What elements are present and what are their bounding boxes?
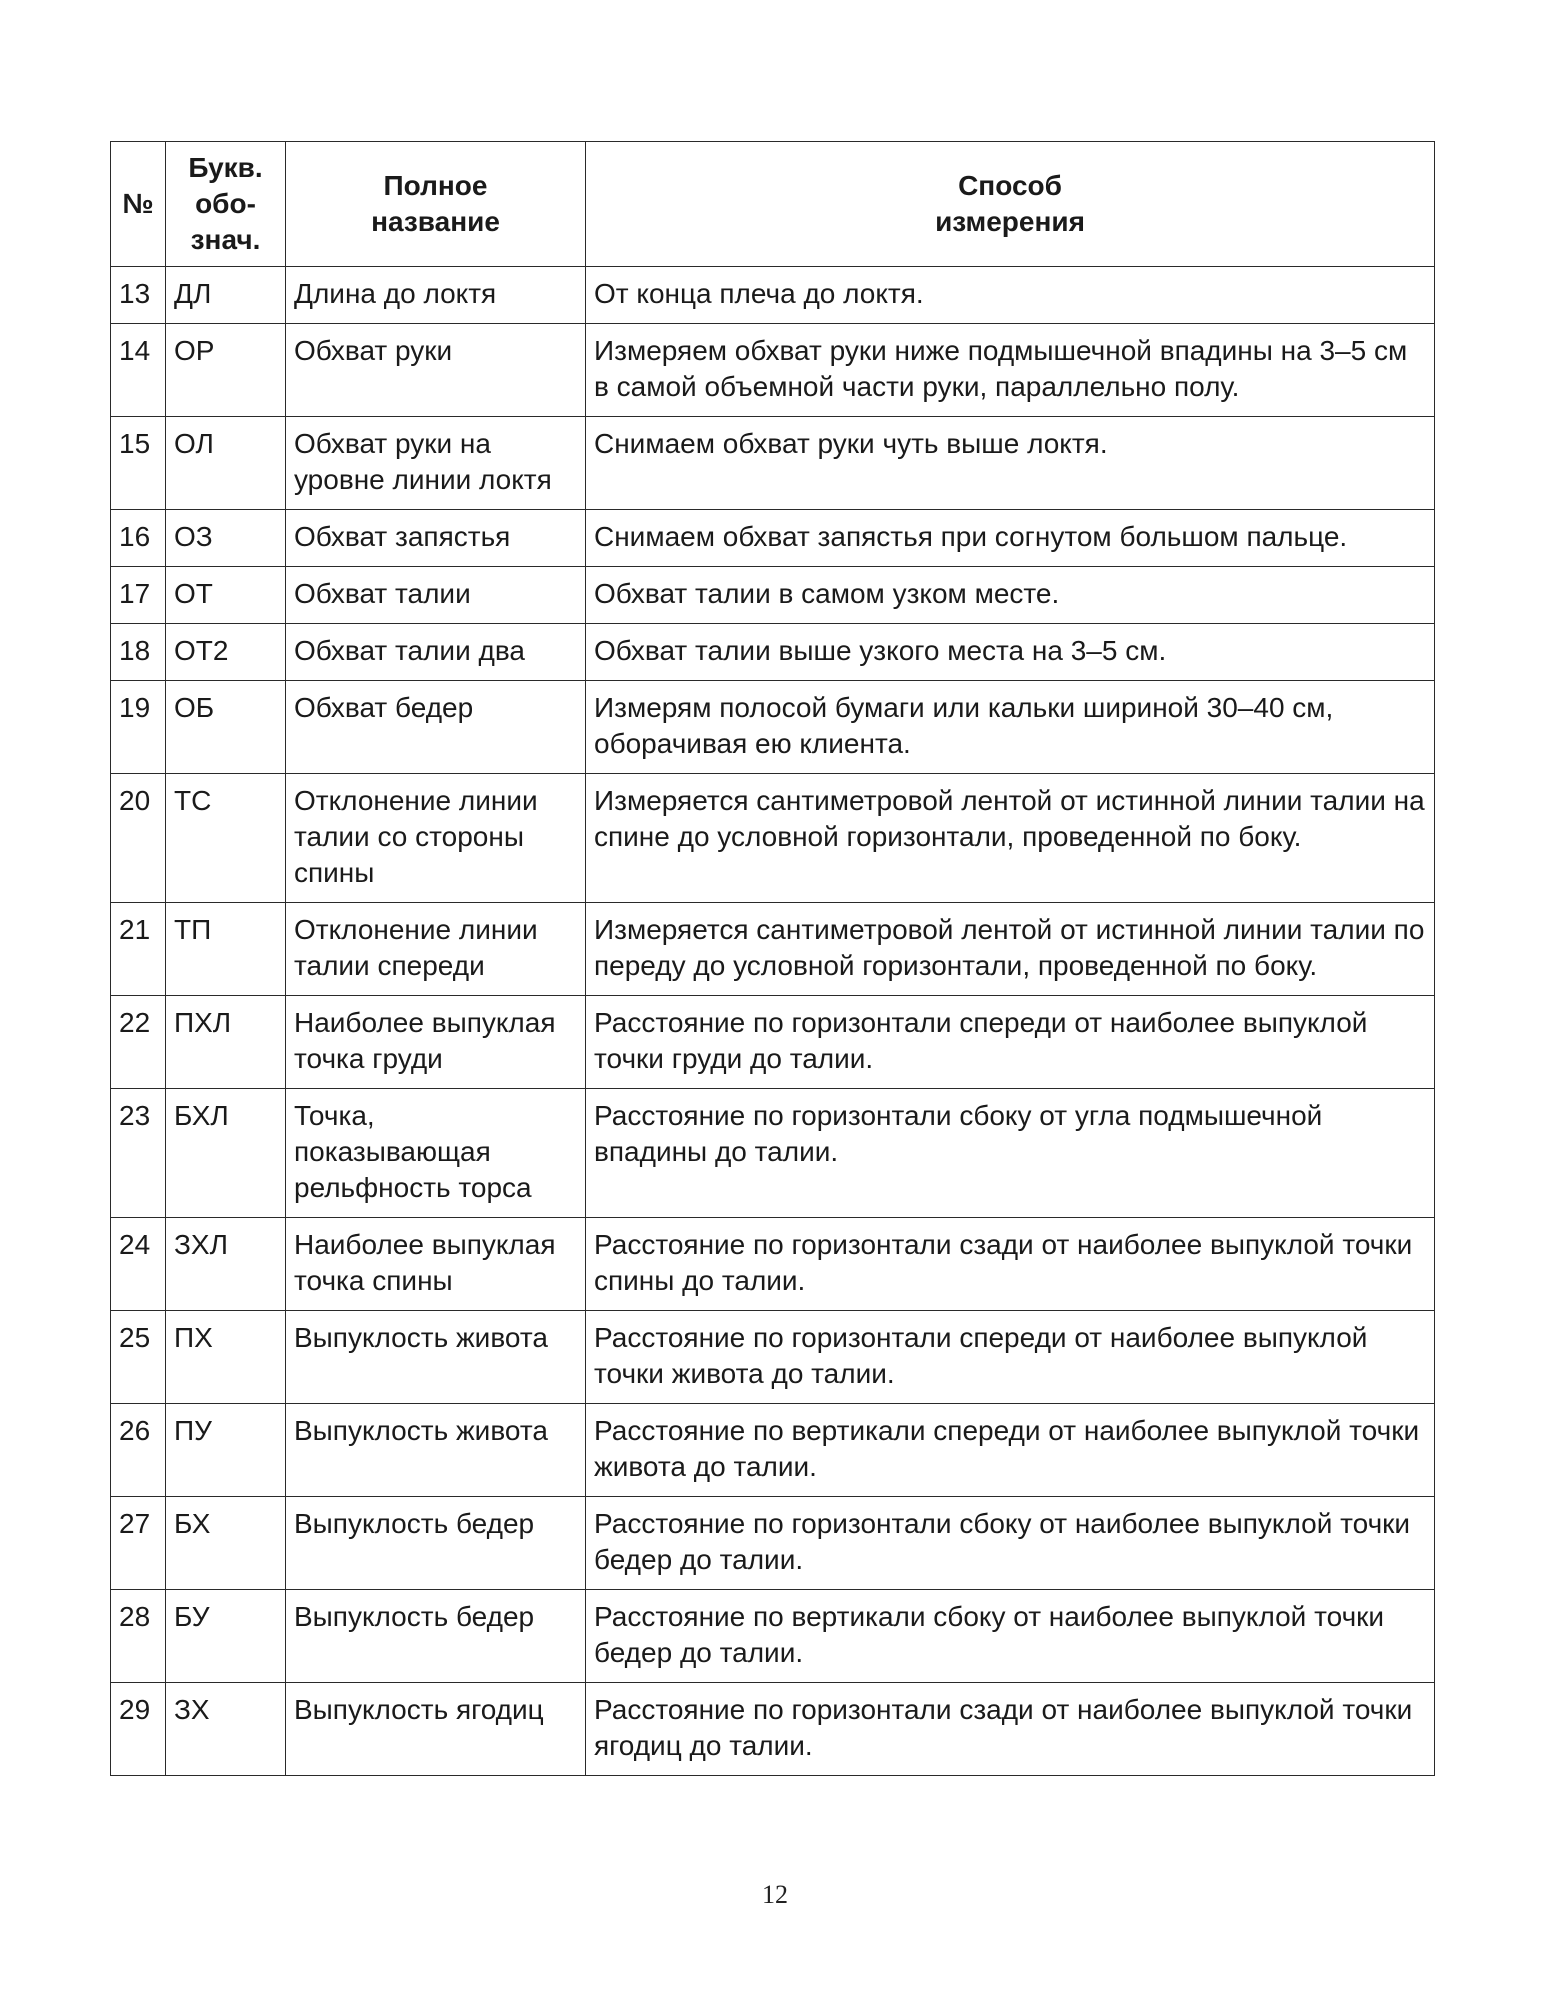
table-row [111,996,1435,1089]
cell-method: Расстояние по горизонтали спереди от наиболее выпуклой точки груди до талии. [586,996,1435,1089]
cell-method: Измерям полосой бумаги или кальки шириной 30–40 см, оборачивая ею клиента. [586,681,1435,774]
cell-method: Расстояние по вертикали сбоку от наиболее выпуклой точки бедер до талии. [586,1590,1435,1683]
cell-abbr: ДЛ [166,267,286,324]
cell-name: Выпуклость бедер [286,1497,586,1590]
table-row [111,417,1435,510]
page-number: 12 [762,1880,788,1909]
header-name-line: Полное [383,170,488,201]
cell-name: Обхват бедер [286,681,586,774]
cell-abbr: ПХ [166,1311,286,1404]
cell-name: Обхват руки [286,324,586,417]
cell-num: 14 [111,324,166,417]
cell-name: Выпуклость живота [286,1311,586,1404]
cell-method: Снимаем обхват руки чуть выше локтя. [586,417,1435,510]
table-row [111,267,1435,324]
header-row [111,142,1435,267]
header-abbr-line: знач. [190,224,261,255]
cell-num: 17 [111,567,166,624]
cell-num: 23 [111,1089,166,1218]
cell-name: Обхват запястья [286,510,586,567]
table-row [111,1089,1435,1218]
header-method [586,142,1435,267]
cell-abbr: ОТ [166,567,286,624]
table-row [111,681,1435,774]
cell-num: 13 [111,267,166,324]
cell-method: Обхват талии выше узкого места на 3–5 см. [586,624,1435,681]
cell-method: Расстояние по вертикали спереди от наиболее выпуклой точки живота до талии. [586,1404,1435,1497]
table-row [111,567,1435,624]
cell-method: Измеряем обхват руки ниже подмышечной впадины на 3–5 см в самой объемной части руки, параллельно полу. [586,324,1435,417]
cell-abbr: ПУ [166,1404,286,1497]
table-row [111,1590,1435,1683]
cell-abbr: БУ [166,1590,286,1683]
cell-abbr: ОР [166,324,286,417]
cell-num: 26 [111,1404,166,1497]
cell-num: 16 [111,510,166,567]
header-method-line: измерения [935,206,1085,237]
cell-abbr: ЗХЛ [166,1218,286,1311]
cell-name: Выпуклость живота [286,1404,586,1497]
measurements-table [110,141,1435,1776]
cell-abbr: ТП [166,903,286,996]
cell-num: 19 [111,681,166,774]
cell-name: Обхват руки на уровне линии локтя [286,417,586,510]
cell-name: Выпуклость ягодиц [286,1683,586,1776]
table-row [111,1683,1435,1776]
header-abbr-line: обо- [195,188,256,219]
table-row [111,1404,1435,1497]
cell-abbr: ТС [166,774,286,903]
cell-method: Расстояние по горизонтали спереди от наиболее выпуклой точки живота до талии. [586,1311,1435,1404]
cell-name: Наиболее выпуклая точка спины [286,1218,586,1311]
table-row [111,774,1435,903]
cell-name: Выпуклость бедер [286,1590,586,1683]
cell-num: 22 [111,996,166,1089]
cell-name: Наиболее выпуклая точка груди [286,996,586,1089]
header-num: № [111,142,166,267]
cell-num: 18 [111,624,166,681]
table-row [111,903,1435,996]
cell-abbr: БХ [166,1497,286,1590]
cell-method: Расстояние по горизонтали сзади от наиболее выпуклой точки ягодиц до талии. [586,1683,1435,1776]
table-row [111,624,1435,681]
cell-num: 20 [111,774,166,903]
table-row [111,324,1435,417]
table-row [111,510,1435,567]
cell-method: Расстояние по горизонтали сбоку от угла подмышечной впадины до талии. [586,1089,1435,1218]
cell-num: 15 [111,417,166,510]
cell-name: Отклонение линии талии со стороны спины [286,774,586,903]
cell-name: Обхват талии [286,567,586,624]
cell-method: Измеряется сантиметровой лентой от истинной линии талии на спине до условной горизонтали, проведенной по боку. [586,774,1435,903]
cell-method: От конца плеча до локтя. [586,267,1435,324]
cell-name: Точка, показывающая рельфность торса [286,1089,586,1218]
cell-num: 21 [111,903,166,996]
cell-num: 29 [111,1683,166,1776]
cell-method: Снимаем обхват запястья при согнутом большом пальце. [586,510,1435,567]
cell-name: Отклонение линии талии спереди [286,903,586,996]
table-header [111,142,1435,267]
header-name-line: название [371,206,500,237]
table-body [111,267,1435,1776]
table-row [111,1497,1435,1590]
cell-abbr: БХЛ [166,1089,286,1218]
table-row [111,1218,1435,1311]
cell-method: Расстояние по горизонтали сбоку от наиболее выпуклой точки бедер до талии. [586,1497,1435,1590]
cell-abbr: ОТ2 [166,624,286,681]
cell-method: Измеряется сантиметровой лентой от истинной линии талии по переду до условной горизонтали, проведенной по боку. [586,903,1435,996]
cell-abbr: ЗХ [166,1683,286,1776]
cell-num: 25 [111,1311,166,1404]
header-abbr-line: Букв. [188,152,263,183]
cell-method: Расстояние по горизонтали сзади от наиболее выпуклой точки спины до талии. [586,1218,1435,1311]
table-row [111,1311,1435,1404]
cell-name: Длина до локтя [286,267,586,324]
header-abbr [166,142,286,267]
cell-abbr: ОБ [166,681,286,774]
header-name [286,142,586,267]
cell-method: Обхват талии в самом узком месте. [586,567,1435,624]
cell-abbr: ОЛ [166,417,286,510]
cell-abbr: ПХЛ [166,996,286,1089]
cell-num: 28 [111,1590,166,1683]
cell-abbr: ОЗ [166,510,286,567]
cell-num: 27 [111,1497,166,1590]
cell-name: Обхват талии два [286,624,586,681]
cell-num: 24 [111,1218,166,1311]
header-method-line: Способ [958,170,1062,201]
